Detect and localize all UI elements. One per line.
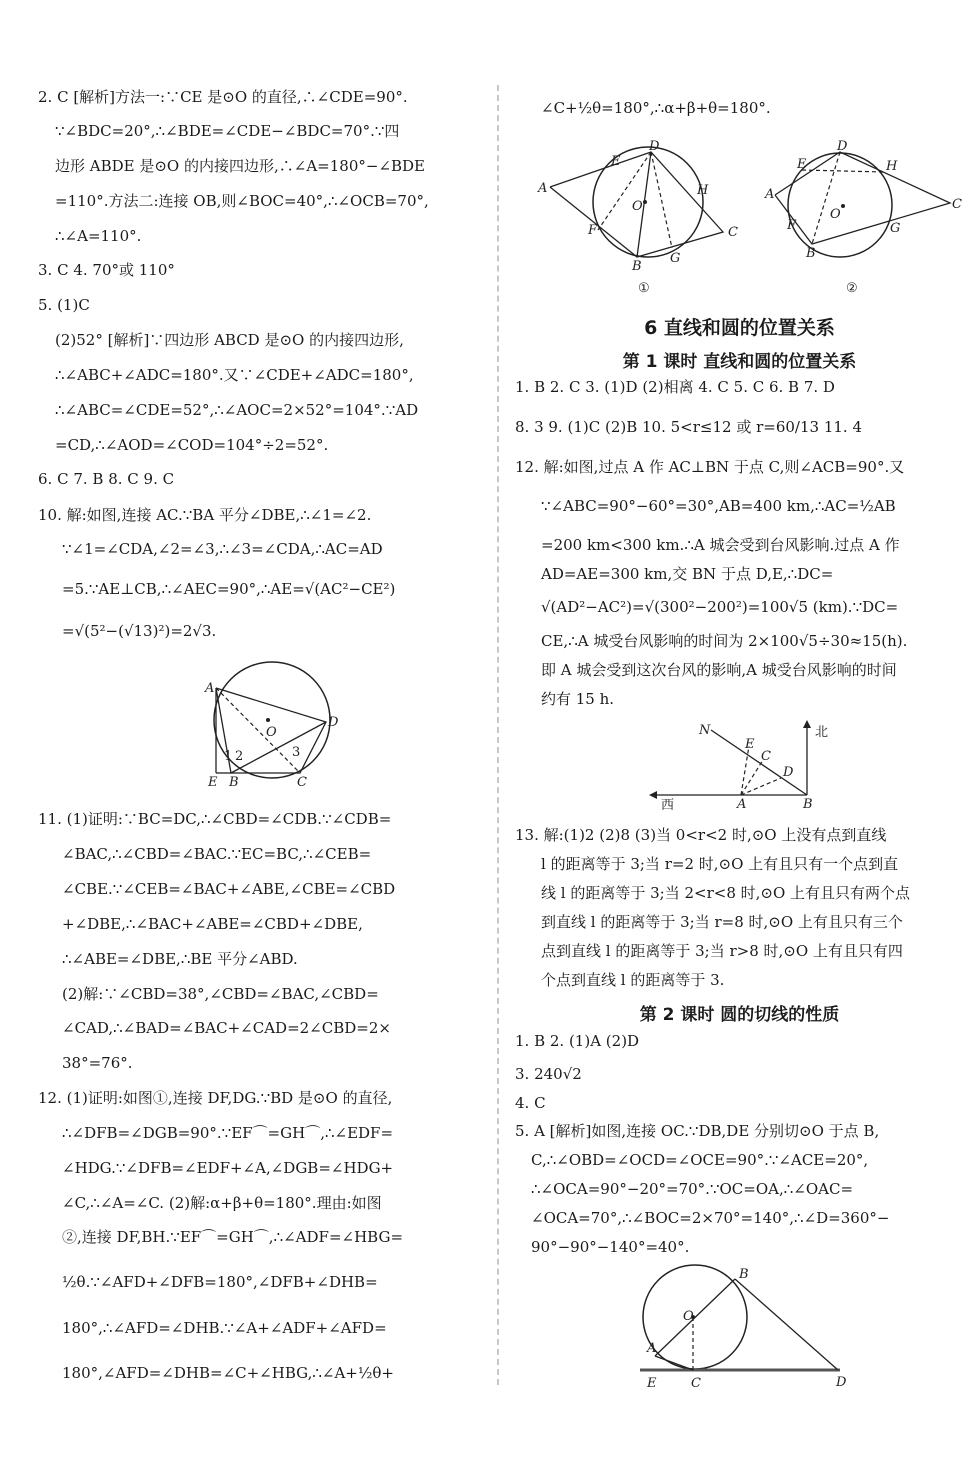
text-line: AD=AE=300 km,交 BN 于点 D,E,∴DC= — [541, 565, 834, 583]
svg-text:D: D — [783, 765, 794, 780]
text-line: ∵∠ABC=90°−60°=30°,AB=400 km,∴AC=½AB — [541, 497, 896, 515]
svg-text:1: 1 — [224, 749, 233, 764]
text-line: 90°−90°−140°=40°. — [531, 1238, 690, 1256]
text-line: 180°,∠AFD=∠DHB=∠C+∠HBG,∴∠A+½θ+ — [62, 1364, 394, 1382]
text-line: ∴∠ABC=∠CDE=52°,∴∠AOC=2×52°=104°.∵AD — [55, 401, 419, 419]
svg-text:A: A — [765, 187, 775, 202]
text-line: (2)解:∵∠CBD=38°,∠CBD=∠BAC,∠CBD= — [62, 985, 379, 1003]
text-line: ∴∠ABC+∠ADC=180°.又∵∠CDE+∠ADC=180°, — [55, 366, 414, 384]
text-line: ∵∠1=∠CDA,∠2=∠3,∴∠3=∠CDA,∴AC=AD — [62, 540, 383, 558]
text-line: ∠OCA=70°,∴∠BOC=2×70°=140°,∴∠D=360°− — [531, 1209, 890, 1227]
text-line: 11. (1)证明:∵BC=DC,∴∠CBD=∠CDB.∵∠CDB= — [38, 810, 392, 828]
right-column — [505, 0, 974, 1476]
west-label: 西 — [661, 798, 675, 813]
lesson-title: 第 1 课时 直线和圆的位置关系 — [622, 352, 857, 372]
text-line: ②,连接 DF,BH.∵EF⌒=GH⌒,∴∠ADF=∠HBG= — [62, 1228, 404, 1246]
figure-q10 — [200, 658, 350, 793]
text-line: ∠BAC,∴∠CBD=∠BAC.∵EC=BC,∴∠CEB= — [62, 845, 372, 863]
svg-text:E: E — [611, 154, 621, 169]
svg-text:C: C — [691, 1376, 701, 1391]
svg-text:B: B — [229, 775, 239, 790]
text-line: ∠CAD,∴∠BAD=∠BAC+∠CAD=2∠CBD=2× — [62, 1019, 391, 1037]
svg-text:E: E — [797, 157, 807, 172]
text-line: 38°=76°. — [62, 1054, 133, 1072]
text-line: 10. 解:如图,连接 AC.∵BA 平分∠DBE,∴∠1=∠2. — [38, 506, 372, 524]
svg-text:O: O — [632, 199, 643, 214]
svg-text:A: A — [205, 681, 215, 696]
svg-text:B: B — [803, 797, 813, 812]
text-line: 3. 240√2 — [515, 1065, 582, 1083]
svg-text:2: 2 — [235, 749, 244, 764]
svg-text:G: G — [890, 221, 901, 236]
svg-text:C: C — [728, 225, 738, 240]
svg-text:O: O — [266, 725, 277, 740]
svg-text:C: C — [297, 775, 307, 790]
text-line: 到直线 l 的距离等于 3;当 r=8 时,⊙O 上有且只有三个 — [541, 913, 903, 931]
text-line: 3. C 4. 70°或 110° — [38, 261, 175, 279]
figure-q12-1 — [535, 140, 750, 300]
svg-text:O: O — [830, 207, 841, 222]
text-line: 即 A 城会受到这次台风的影响,A 城受台风影响的时间 — [541, 661, 897, 679]
text-line: =CD,∴∠AOD=∠COD=104°÷2=52°. — [55, 436, 329, 454]
figure-q12-typhoon — [645, 718, 845, 813]
svg-text:A: A — [538, 181, 548, 196]
svg-text:F: F — [787, 218, 797, 233]
svg-text:B: B — [739, 1267, 749, 1282]
svg-text:B: B — [806, 246, 816, 261]
north-label: 北 — [815, 725, 829, 740]
svg-text:B: B — [632, 259, 642, 274]
figure-q5-tangent — [635, 1262, 855, 1392]
figure-q12-2 — [760, 140, 965, 300]
svg-text:N: N — [699, 723, 711, 738]
svg-text:F: F — [588, 223, 598, 238]
text-line: √(AD²−AC²)=√(300²−200²)=100√5 (km).∵DC= — [541, 598, 899, 616]
text-line: (2)52° [解析]∵四边形 ABCD 是⊙O 的内接四边形, — [55, 331, 404, 349]
text-line: 边形 ABDE 是⊙O 的内接四边形,∴∠A=180°−∠BDE — [55, 157, 426, 175]
text-line: =√(5²−(√13)²)=2√3. — [62, 622, 217, 640]
text-line: ∠C,∴∠A=∠C. (2)解:α+β+θ=180°.理由:如图 — [62, 1194, 382, 1212]
text-line: 12. (1)证明:如图①,连接 DF,DG.∵BD 是⊙O 的直径, — [38, 1089, 393, 1107]
text-line: 点到直线 l 的距离等于 3;当 r>8 时,⊙O 上有且只有四 — [541, 942, 903, 960]
text-line: 个点到直线 l 的距离等于 3. — [541, 971, 725, 989]
text-line: 约有 15 h. — [541, 690, 615, 708]
text-line: 5. (1)C — [38, 296, 90, 314]
text-line: ∠C+½θ=180°,∴α+β+θ=180°. — [541, 99, 771, 117]
text-line: 2. C [解析]方法一:∵CE 是⊙O 的直径,∴∠CDE=90°. — [38, 88, 408, 106]
text-line: 1. B 2. C 3. (1)D (2)相离 4. C 5. C 6. B 7. D — [515, 378, 835, 396]
svg-text:A: A — [647, 1341, 657, 1356]
text-line: 180°,∴∠AFD=∠DHB.∵∠A+∠ADF+∠AFD= — [62, 1319, 387, 1337]
text-line: 5. A [解析]如图,连接 OC.∵DB,DE 分别切⊙O 于点 B, — [515, 1122, 880, 1140]
text-line: ∵∠BDC=20°,∴∠BDE=∠CDE−∠BDC=70°.∵四 — [55, 122, 400, 140]
text-line: 6. C 7. B 8. C 9. C — [38, 470, 175, 488]
text-line: ∴∠DFB=∠DGB=90°.∵EF⌒=GH⌒,∴∠EDF= — [62, 1124, 394, 1142]
text-line: l 的距离等于 3;当 r=2 时,⊙O 上有且只有一个点到直 — [541, 855, 899, 873]
svg-text:O: O — [683, 1309, 694, 1324]
text-line: ∴∠A=110°. — [55, 227, 142, 245]
text-line: ∠CBE.∵∠CEB=∠BAC+∠ABE,∠CBE=∠CBD — [62, 880, 396, 898]
lesson-title: 第 2 课时 圆的切线的性质 — [639, 1005, 840, 1025]
text-line: 12. 解:如图,过点 A 作 AC⊥BN 于点 C,则∠ACB=90°.又 — [515, 458, 905, 476]
text-line: 4. C — [515, 1094, 546, 1112]
svg-text:H: H — [697, 183, 709, 198]
text-line: 线 l 的距离等于 3;当 2<r<8 时,⊙O 上有且只有两个点 — [541, 884, 911, 902]
text-line: ∴∠ABE=∠DBE,∴BE 平分∠ABD. — [62, 950, 298, 968]
svg-text:G: G — [670, 251, 681, 266]
text-line: C,∴∠OBD=∠OCD=∠OCE=90°.∵∠ACE=20°, — [531, 1151, 869, 1169]
svg-text:E: E — [745, 737, 755, 752]
svg-text:A: A — [737, 797, 747, 812]
figure-label-1: ① — [638, 281, 650, 296]
text-line: =110°.方法二:连接 OB,则∠BOC=40°,∴∠OCB=70°, — [55, 192, 429, 210]
text-line: =5.∵AE⊥CB,∴∠AEC=90°,∴AE=√(AC²−CE²) — [62, 580, 396, 598]
text-line: CE,∴A 城受台风影响的时间为 2×100√5÷30≈15(h). — [541, 632, 908, 650]
svg-text:E: E — [208, 775, 218, 790]
text-line: ½θ.∵∠AFD+∠DFB=180°,∠DFB+∠DHB= — [62, 1273, 378, 1291]
text-line: 8. 3 9. (1)C (2)B 10. 5<r≤12 或 r=60/13 11. 4 — [515, 418, 862, 436]
svg-text:D: D — [328, 715, 339, 730]
text-line: ∠HDG.∵∠DFB=∠EDF+∠A,∠DGB=∠HDG+ — [62, 1159, 394, 1177]
text-line: 13. 解:(1)2 (2)8 (3)当 0<r<2 时,⊙O 上没有点到直线 — [515, 826, 887, 844]
svg-text:C: C — [952, 197, 962, 212]
text-line: 1. B 2. (1)A (2)D — [515, 1032, 640, 1050]
svg-text:H: H — [886, 159, 898, 174]
text-line: ∴∠OCA=90°−20°=70°.∵OC=OA,∴∠OAC= — [531, 1180, 854, 1198]
text-line: +∠DBE,∴∠BAC+∠ABE=∠CBD+∠DBE, — [62, 915, 363, 933]
figure-label-2: ② — [846, 281, 858, 296]
svg-text:E: E — [647, 1376, 657, 1391]
svg-text:3: 3 — [292, 745, 301, 760]
svg-text:D: D — [836, 1375, 847, 1390]
svg-text:D: D — [837, 140, 848, 154]
text-line: =200 km<300 km.∴A 城会受到台风影响.过点 A 作 — [541, 536, 900, 554]
svg-text:D: D — [649, 140, 660, 154]
svg-text:C: C — [761, 749, 771, 764]
section-title: 6 直线和圆的位置关系 — [644, 317, 835, 339]
